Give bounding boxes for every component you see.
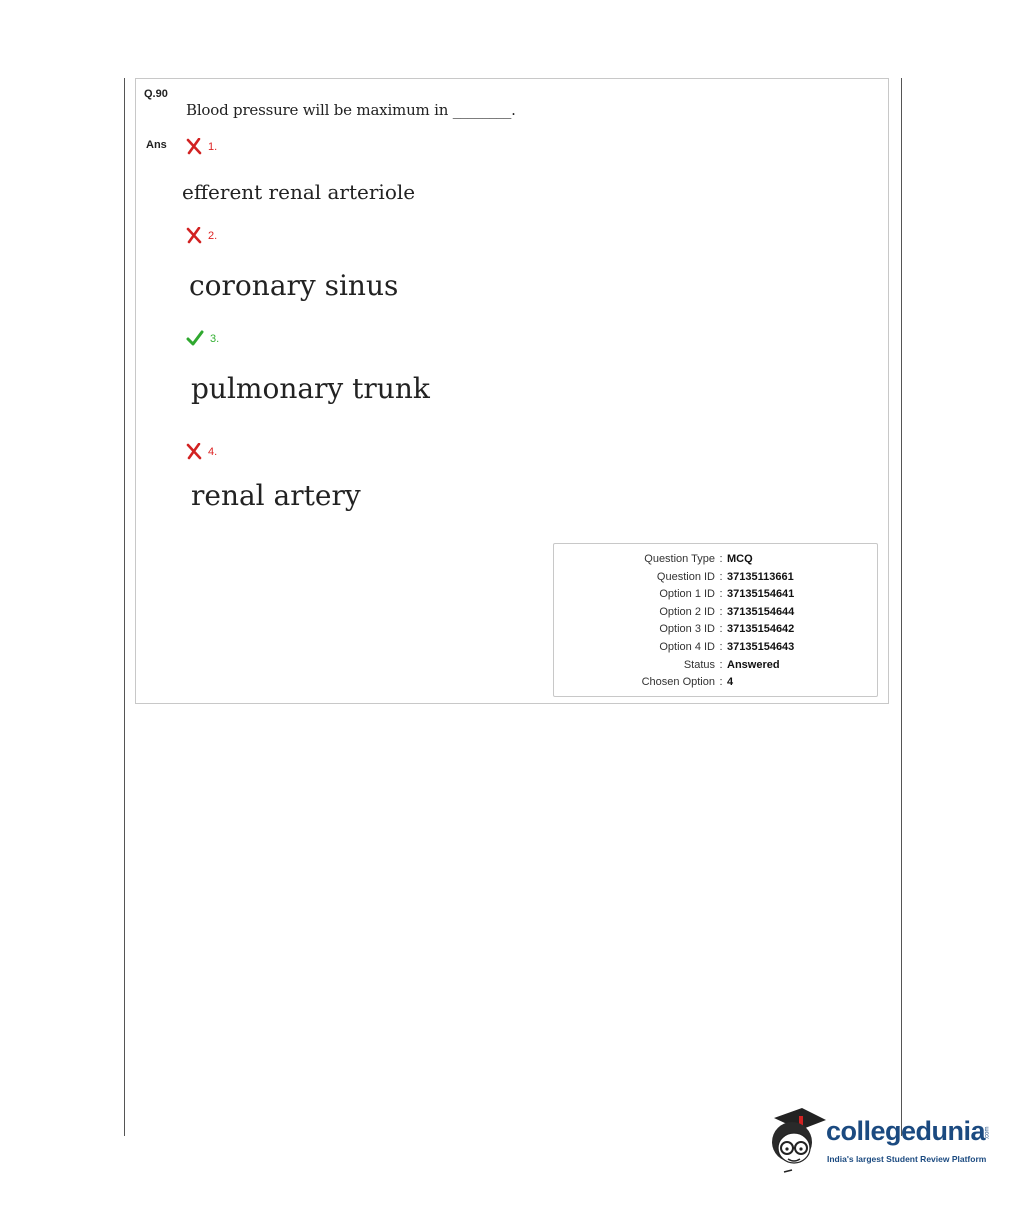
option-1-number: 1. xyxy=(208,140,218,153)
question-metadata-box xyxy=(553,543,878,697)
logo-wordmark: collegedunia xyxy=(826,1116,986,1146)
answer-label: Ans xyxy=(146,139,167,151)
meta-row-option-3-id: Option 3 ID : 37135154642 xyxy=(659,623,795,636)
question-number: Q.90 xyxy=(144,88,168,100)
option-1-marker xyxy=(186,138,217,155)
option-2-text: coronary sinus xyxy=(189,269,399,302)
option-3-marker xyxy=(186,330,219,347)
question-panel xyxy=(135,78,889,704)
cross-icon xyxy=(186,227,202,244)
option-3-number: 3. xyxy=(210,332,220,345)
meta-row-option-1-id: Option 1 ID : 37135154641 xyxy=(659,588,795,601)
meta-row-option-4-id: Option 4 ID : 37135154643 xyxy=(659,640,795,653)
logo-tagline: India's largest Student Review Platform xyxy=(827,1154,987,1164)
option-4-text: renal artery xyxy=(191,479,361,512)
cross-icon xyxy=(186,138,202,155)
option-3-text: pulmonary trunk xyxy=(191,372,430,405)
meta-row-status: Status : Answered xyxy=(683,658,780,671)
option-4-number: 4. xyxy=(208,445,218,458)
option-1-text: efferent renal arteriole xyxy=(182,180,416,204)
meta-row-question-id: Question ID : 37135113661 xyxy=(656,570,794,583)
option-4-marker xyxy=(186,443,217,460)
question-text: Blood pressure will be maximum in ________. xyxy=(186,101,516,119)
option-2-marker xyxy=(186,227,217,244)
meta-row-chosen-option: Chosen Option : 4 xyxy=(641,676,734,689)
mascot-icon xyxy=(766,1104,828,1176)
logo-com: .com xyxy=(984,1126,991,1140)
page-left-rule xyxy=(124,78,125,1136)
check-icon xyxy=(186,330,204,347)
meta-row-question-type: Question Type : MCQ xyxy=(644,553,753,565)
meta-row-option-2-id: Option 2 ID : 37135154644 xyxy=(659,605,795,618)
cross-icon xyxy=(186,443,202,460)
option-2-number: 2. xyxy=(208,229,218,242)
page-right-rule xyxy=(901,78,902,1136)
collegedunia-logo xyxy=(766,1104,996,1176)
